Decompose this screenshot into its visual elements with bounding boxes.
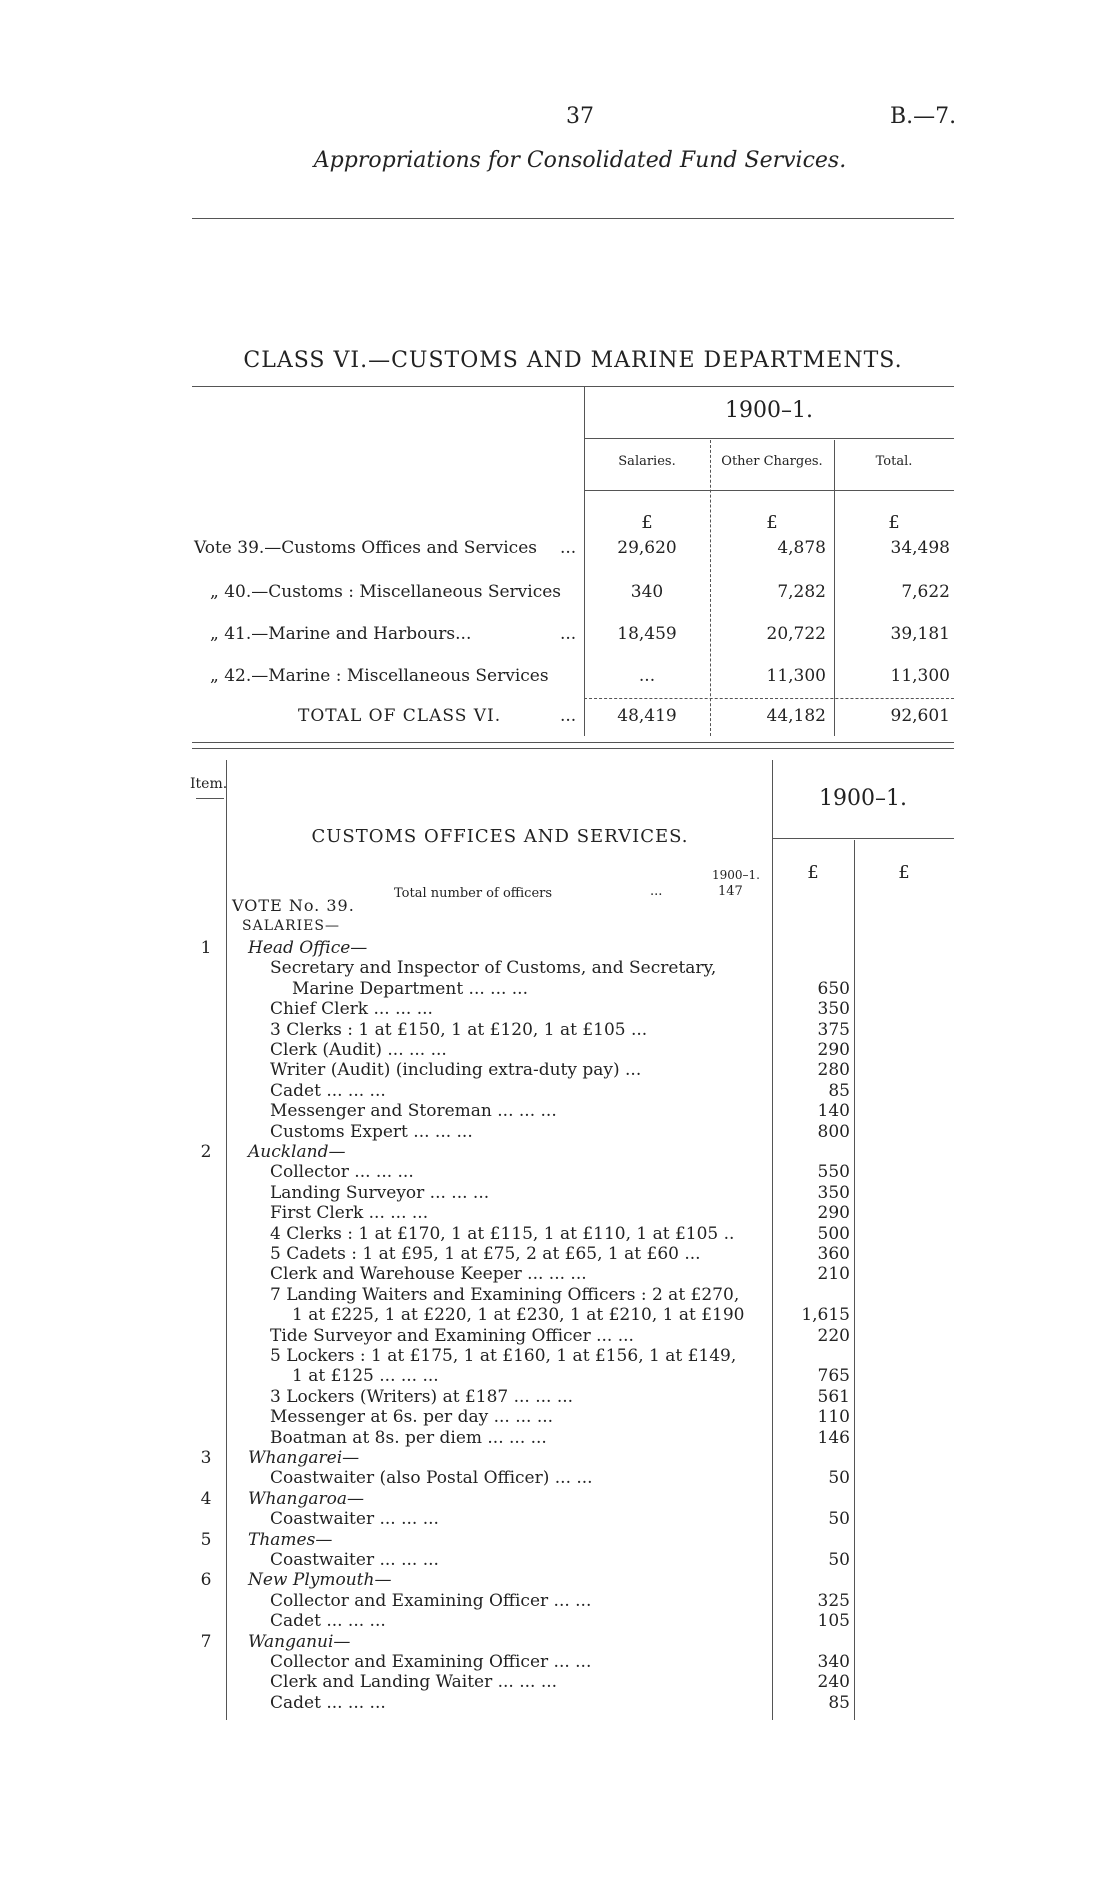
item-header: Item. [190, 776, 228, 792]
item-number: 5 [200, 1529, 212, 1550]
salaries-heading: SALARIES— [242, 918, 340, 934]
line-amount: 220 [817, 1325, 850, 1346]
location-heading: Auckland— [248, 1142, 346, 1162]
line-text: Collector ... ... ... [270, 1162, 414, 1183]
summary-year-header: 1900–1. [725, 398, 813, 423]
line-amount: 765 [817, 1366, 850, 1387]
summary-row-other: 4,878 [777, 538, 826, 558]
line-text: Coastwaiter (also Postal Officer) ... ... [270, 1468, 593, 1489]
line-text: Coastwaiter ... ... ... [270, 1509, 439, 1530]
summary-row-other: 11,300 [766, 666, 826, 686]
line-amount: 110 [817, 1407, 850, 1428]
summary-col-salaries: Salaries. [618, 454, 676, 469]
summary-col-rule [584, 490, 954, 491]
item-column-divider [226, 760, 227, 1720]
summary-row-salaries: 29,620 [617, 538, 677, 558]
line-text: Collector and Examining Officer ... ... [270, 1590, 592, 1611]
summary-row-label: „ 40.—Customs : Miscellaneous Services [210, 582, 562, 602]
officers-dots: ... [650, 884, 663, 899]
summary-row-dots: ... [560, 624, 577, 644]
summary-row-label: Vote 39.—Customs Offices and Services [194, 538, 537, 558]
summary-bottom-rule [192, 748, 954, 749]
summary-total-total: 92,601 [890, 706, 950, 726]
line-amount: 350 [817, 1182, 850, 1203]
line-amount: 500 [817, 1223, 850, 1244]
location-heading: Whangaroa— [248, 1488, 365, 1509]
summary-row-salaries: 340 [630, 582, 664, 602]
summary-row-total: 7,622 [901, 582, 950, 602]
line-text: 1 at £225, 1 at £220, 1 at £230, 1 at £210, 1 at £190 [292, 1305, 745, 1326]
location-heading: Thames— [248, 1529, 333, 1550]
summary-row-dots: ... [560, 706, 577, 726]
line-text: Clerk (Audit) ... ... ... [270, 1040, 447, 1060]
line-amount: 325 [817, 1590, 850, 1611]
line-amount: 650 [817, 978, 850, 999]
line-text: Chief Clerk ... ... ... [270, 999, 433, 1020]
line-text: Cadet ... ... ... [270, 1080, 386, 1101]
line-amount: 105 [817, 1611, 850, 1632]
officers-year: 1900–1. [712, 868, 760, 882]
summary-total-salaries: 48,419 [617, 706, 677, 726]
line-amount: 290 [817, 1040, 850, 1060]
line-text: Cadet ... ... ... [270, 1692, 386, 1713]
item-number: 6 [200, 1570, 212, 1591]
line-text: Coastwaiter ... ... ... [270, 1550, 439, 1570]
line-amount: 50 [828, 1509, 850, 1530]
line-text: Tide Surveyor and Examining Officer ... ... [270, 1325, 634, 1346]
line-text: Landing Surveyor ... ... ... [270, 1182, 490, 1203]
line-amount: 240 [817, 1672, 850, 1693]
section-title: CUSTOMS OFFICES AND SERVICES. [311, 826, 689, 847]
line-text: Messenger at 6s. per day ... ... ... [270, 1407, 554, 1428]
summary-total-rule [584, 698, 954, 699]
item-number: 4 [200, 1488, 212, 1509]
summary-total-label: TOTAL OF CLASS VI. [298, 706, 502, 726]
summary-row-other: 20,722 [766, 624, 826, 644]
line-text: 3 Lockers (Writers) at £187 ... ... ... [270, 1386, 574, 1407]
line-amount: 290 [817, 1203, 850, 1224]
summary-col-total: Total. [875, 454, 913, 469]
summary-bottom-rule [192, 742, 954, 743]
currency-symbol: £ [766, 512, 778, 533]
location-heading: New Plymouth— [248, 1570, 392, 1591]
summary-row-dots: ... [560, 538, 577, 558]
currency-symbol: £ [641, 512, 653, 533]
page-subtitle: Appropriations for Consolidated Fund Services. [313, 148, 847, 173]
summary-row-label: „ 42.—Marine : Miscellaneous Services [210, 666, 549, 686]
line-amount: 561 [817, 1386, 850, 1407]
detail-year-rule [772, 838, 954, 839]
line-amount: 210 [817, 1264, 850, 1285]
line-text: Collector and Examining Officer ... ... [270, 1652, 592, 1672]
summary-row-other: 7,282 [777, 582, 826, 602]
line-text: Messenger and Storeman ... ... ... [270, 1101, 557, 1122]
summary-row-salaries: ... [638, 666, 656, 686]
line-text: Secretary and Inspector of Customs, and Secretary, [270, 958, 717, 979]
line-amount: 800 [817, 1121, 850, 1142]
currency-symbol: £ [888, 512, 900, 533]
line-amount: 140 [817, 1101, 850, 1122]
line-text: Writer (Audit) (including extra-duty pay) ... [270, 1060, 642, 1081]
summary-row-total: 11,300 [890, 666, 950, 686]
line-text: 5 Cadets : 1 at £95, 1 at £75, 2 at £65, 1 at £60 ... [270, 1244, 701, 1264]
line-text: 7 Landing Waiters and Examining Officers : 2 at £270, [270, 1284, 740, 1305]
officers-label: Total number of officers [394, 886, 553, 901]
line-amount: 360 [817, 1244, 850, 1264]
class-title: CLASS VI.—CUSTOMS AND MARINE DEPARTMENTS. [243, 348, 903, 373]
item-number: 7 [200, 1631, 212, 1652]
line-amount: 85 [828, 1692, 850, 1713]
document-reference: B.—7. [890, 104, 957, 129]
summary-year-rule [584, 438, 954, 439]
item-header-rule [196, 798, 224, 799]
line-amount: 280 [817, 1060, 850, 1081]
line-text: Customs Expert ... ... ... [270, 1121, 473, 1142]
item-number: 3 [200, 1448, 212, 1468]
line-text: Clerk and Landing Waiter ... ... ... [270, 1672, 558, 1693]
line-amount: 50 [828, 1468, 850, 1489]
line-text: 1 at £125 ... ... ... [292, 1366, 439, 1387]
line-amount: 1,615 [801, 1305, 850, 1326]
location-heading: Head Office— [248, 938, 368, 958]
page-number: 37 [566, 104, 594, 129]
location-heading: Wanganui— [248, 1631, 351, 1652]
summary-row-total: 39,181 [890, 624, 950, 644]
line-amount: 550 [817, 1162, 850, 1183]
line-text: Boatman at 8s. per diem ... ... ... [270, 1427, 547, 1448]
summary-top-rule [192, 386, 954, 387]
currency-symbol: £ [898, 862, 910, 883]
currency-symbol: £ [807, 862, 819, 883]
line-text: Clerk and Warehouse Keeper ... ... ... [270, 1264, 587, 1285]
summary-total-other: 44,182 [766, 706, 826, 726]
officers-count: 147 [718, 884, 743, 899]
summary-row-salaries: 18,459 [617, 624, 677, 644]
detail-year-header: 1900–1. [819, 786, 907, 811]
amount-column-divider [854, 840, 855, 1720]
header-rule [192, 218, 954, 219]
line-text: First Clerk ... ... ... [270, 1203, 429, 1224]
item-number: 2 [200, 1142, 212, 1162]
line-amount: 85 [828, 1080, 850, 1101]
line-text: 3 Clerks : 1 at £150, 1 at £120, 1 at £105 ... [270, 1019, 648, 1040]
line-amount: 350 [817, 999, 850, 1020]
line-amount: 146 [817, 1427, 850, 1448]
summary-row-label: „ 41.—Marine and Harbours... [210, 624, 472, 644]
line-text: 5 Lockers : 1 at £175, 1 at £160, 1 at £156, 1 at £149, [270, 1346, 737, 1366]
line-text: 4 Clerks : 1 at £170, 1 at £115, 1 at £110, 1 at £105 .. [270, 1223, 735, 1244]
line-amount: 340 [817, 1652, 850, 1672]
line-amount: 50 [828, 1550, 850, 1570]
line-amount: 375 [817, 1019, 850, 1040]
line-text: Marine Department ... ... ... [292, 978, 528, 999]
line-text: Cadet ... ... ... [270, 1611, 386, 1632]
location-heading: Whangarei— [248, 1448, 360, 1468]
summary-row-total: 34,498 [890, 538, 950, 558]
item-number: 1 [200, 938, 212, 958]
vote-label: VOTE No. 39. [232, 896, 355, 915]
summary-col-other: Other Charges. [721, 454, 823, 469]
